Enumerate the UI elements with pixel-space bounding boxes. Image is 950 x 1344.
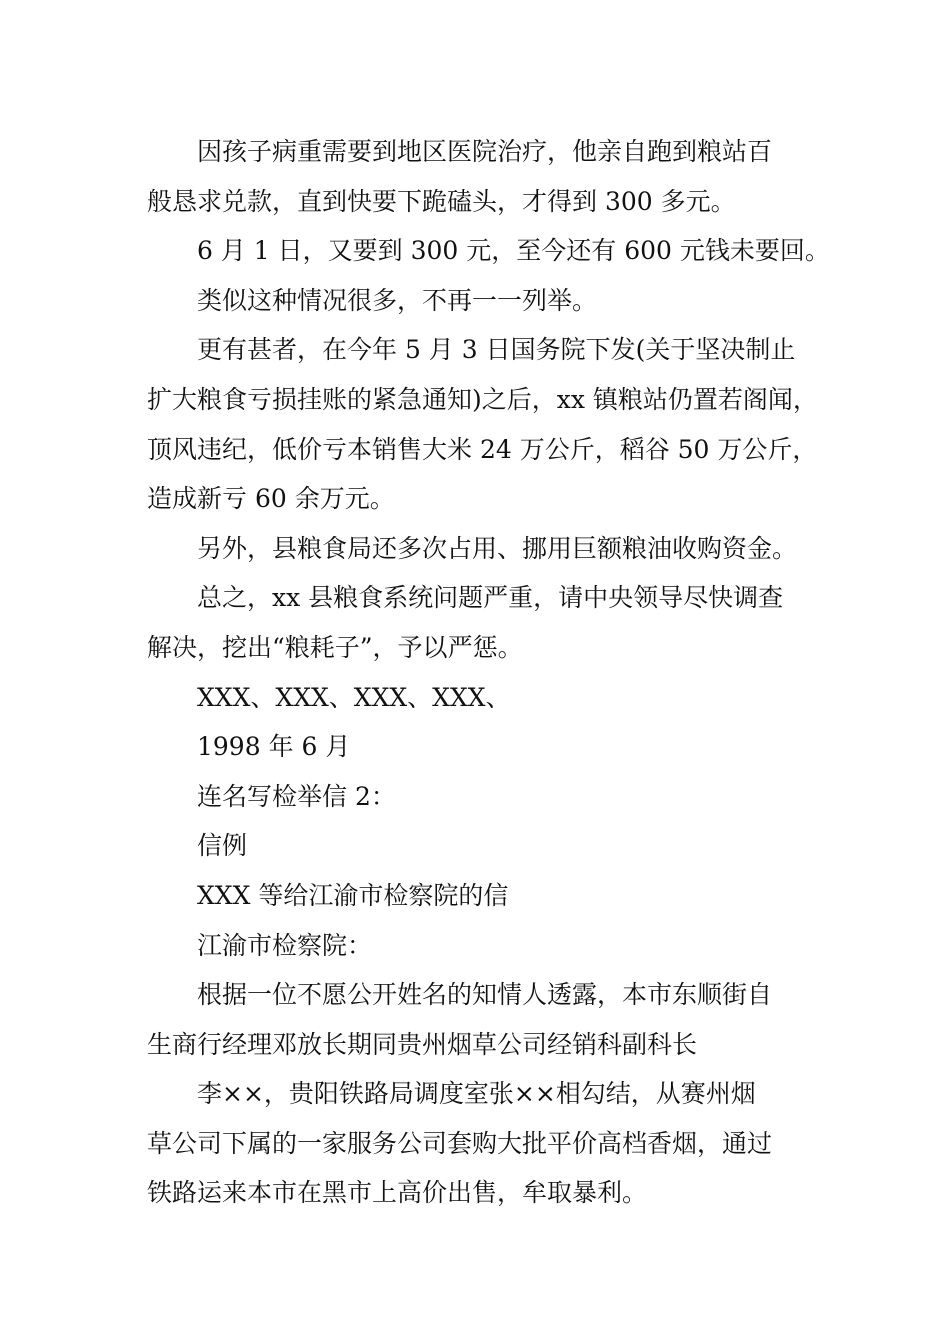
letter-date — [147, 722, 817, 772]
text-line: XXX 等给江渝市检察院的信 — [197, 880, 509, 910]
paragraph-conclusion — [147, 573, 817, 672]
paragraph-informant — [147, 970, 817, 1069]
text-line: 解决，挖出“粮耗子”，予以严惩。 — [147, 632, 523, 662]
signatories — [147, 673, 817, 723]
text-line: 类似这种情况很多，不再一一列举。 — [197, 285, 598, 315]
paragraph-similar-cases — [147, 276, 817, 326]
paragraph-funds-misuse — [147, 524, 817, 574]
letter-title — [147, 871, 817, 921]
paragraph-hospital — [147, 127, 817, 226]
paragraph-collusion — [147, 1069, 817, 1218]
text-line: 造成新亏 60 余万元。 — [147, 484, 395, 514]
paragraph-june-first — [147, 226, 830, 276]
text-line: 总之，xx 县粮食系统问题严重，请中央领导尽快调查 — [197, 583, 784, 613]
text-line: 般恳求兑款，直到快要下跪磕头，才得到 300 多元。 — [147, 186, 736, 216]
text-line: 扩大粮食亏损挂账的紧急通知)之后，xx 镇粮站仍置若阁闻， — [147, 384, 818, 414]
letter-body — [147, 127, 830, 1218]
text-line: 因孩子病重需要到地区医院治疗，他亲自跑到粮站百 — [197, 137, 773, 166]
text-line: 李××，贵阳铁路局调度室张××相勾结，从赛州烟 — [197, 1079, 756, 1109]
section-heading — [147, 772, 817, 822]
text-line: 连名写检举信 2： — [197, 781, 396, 811]
text-line: 顶风违纪，低价亏本销售大米 24 万公斤，稻谷 50 万公斤， — [147, 434, 818, 464]
text-line: 根据一位不愿公开姓名的知情人透露，本市东顺街自 — [197, 980, 773, 1010]
text-line: 另外，县粮食局还多次占用、挪用巨额粮油收购资金。 — [197, 533, 798, 563]
text-line: 江渝市检察院： — [197, 930, 373, 960]
letter-salutation — [147, 921, 817, 971]
text-line: 生商行经理邓放长期同贵州烟草公司经销科副科长 — [147, 1029, 698, 1059]
text-line: 1998 年 6 月 — [197, 732, 351, 762]
text-line: 更有甚者，在今年 5 月 3 日国务院下发(关于坚决制止 — [197, 335, 796, 365]
example-label — [147, 821, 817, 871]
text-line: 铁路运来本市在黑市上高价出售，牟取暴利。 — [147, 1178, 648, 1208]
text-line: 信例 — [197, 831, 248, 861]
text-line: 草公司下属的一家服务公司套购大批平价高档香烟，通过 — [147, 1128, 773, 1158]
text-line: XXX、XXX、XXX、XXX、 — [197, 682, 511, 712]
paragraph-state-council — [147, 325, 817, 523]
text-line: 6 月 1 日，又要到 300 元，至今还有 600 元钱未要回。 — [197, 236, 830, 266]
